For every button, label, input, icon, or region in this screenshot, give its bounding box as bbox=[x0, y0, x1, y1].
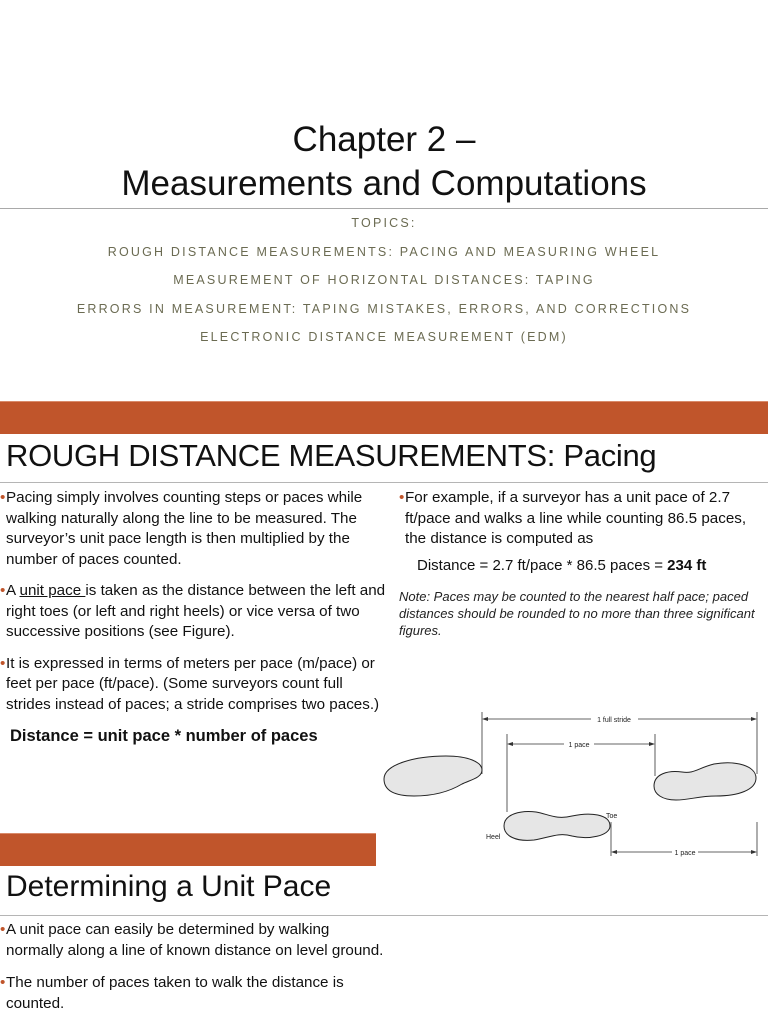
heel-label: Heel bbox=[486, 834, 501, 841]
slide-header-band bbox=[0, 833, 376, 866]
distance-formula: Distance = unit pace * number of paces bbox=[10, 727, 318, 745]
pacing-note: Note: Paces may be counted to the nearest half pace; paced distances should be rounded to no more than three significant figures. bbox=[399, 589, 755, 638]
list-item bbox=[0, 581, 390, 643]
bullet-icon: • bbox=[0, 974, 6, 991]
unit-pace-heading-divider bbox=[0, 915, 768, 916]
bullet-text: It is expressed in terms of meters per pace (m/pace) or feet per pace (ft/pace). (Some surveyors count full strides instead of paces; a stride comprises two paces.) bbox=[6, 654, 380, 713]
title-divider bbox=[0, 208, 768, 209]
slide-header-band bbox=[0, 401, 768, 434]
list-item bbox=[0, 973, 385, 1014]
toe-label: Toe bbox=[606, 813, 618, 820]
bullet-text: A unit pace can easily be determined by walking normally along a line of known distance on level ground. bbox=[6, 921, 384, 959]
bullet-text-prefix: A bbox=[6, 582, 20, 599]
list-item bbox=[399, 488, 768, 550]
bullet-icon: • bbox=[399, 489, 405, 506]
topics-heading: TOPICS: bbox=[351, 216, 417, 230]
bullet-icon: • bbox=[0, 654, 6, 672]
bullet-icon: • bbox=[0, 489, 6, 506]
pace-upper-label: 1 pace bbox=[568, 742, 590, 749]
topic-item: MEASUREMENT OF HORIZONTAL DISTANCES: TAPING bbox=[173, 273, 595, 287]
unit-pace-term: unit pace bbox=[19, 582, 86, 599]
pace-stride-figure bbox=[376, 704, 768, 864]
topic-item: ERRORS IN MEASUREMENT: TAPING MISTAKES, ERRORS, AND CORRECTIONS bbox=[76, 301, 692, 316]
bullet-icon: • bbox=[0, 582, 6, 599]
bullet-icon: • bbox=[0, 921, 6, 938]
footprint-icon bbox=[654, 763, 756, 800]
pacing-heading-divider bbox=[0, 482, 768, 483]
example-expression: Distance = 2.7 ft/pace * 86.5 paces = bbox=[417, 556, 668, 574]
example-computation bbox=[417, 556, 768, 577]
bullet-text: Pacing simply involves counting steps or paces while walking naturally along the line to be measured. The surveyor’s unit pace length is then multiplied by the number of paces counted. bbox=[6, 489, 363, 568]
topics-list bbox=[0, 213, 768, 356]
bullet-text: is taken as the distance between the left and right toes (or left and right heels) or vice versa of two successive positions (see Figure). bbox=[6, 582, 386, 640]
pacing-right-column bbox=[399, 488, 768, 639]
list-item bbox=[0, 654, 390, 716]
topic-item: ELECTRONIC DISTANCE MEASUREMENT (EDM) bbox=[200, 330, 568, 344]
bullet-text: The number of paces taken to walk the distance is counted. bbox=[6, 974, 344, 1012]
topic-item: ROUGH DISTANCE MEASUREMENTS: PACING AND MEASURING WHEEL bbox=[107, 244, 661, 259]
list-item bbox=[0, 488, 390, 570]
pace-lower-label: 1 pace bbox=[674, 850, 696, 857]
title-slide bbox=[0, 0, 768, 400]
bullet-text: For example, if a surveyor has a unit pace of 2.7 ft/pace and walks a line while counting 86.5 paces, the distance is computed as bbox=[405, 489, 747, 547]
footprint-icon bbox=[504, 812, 610, 841]
chapter-title-line1: Chapter 2 – bbox=[292, 120, 476, 159]
list-item bbox=[0, 920, 385, 961]
full-stride-label: 1 full stride bbox=[597, 717, 631, 724]
chapter-title-line2: Measurements and Computations bbox=[121, 164, 647, 203]
pacing-left-column bbox=[0, 488, 390, 747]
example-result: 234 ft bbox=[667, 556, 707, 574]
unit-pace-heading: Determining a Unit Pace bbox=[6, 870, 332, 903]
pacing-heading: ROUGH DISTANCE MEASUREMENTS: Pacing bbox=[6, 438, 657, 473]
chapter-title bbox=[0, 118, 768, 206]
unit-pace-column bbox=[0, 920, 385, 1026]
footprint-icon bbox=[384, 756, 482, 796]
